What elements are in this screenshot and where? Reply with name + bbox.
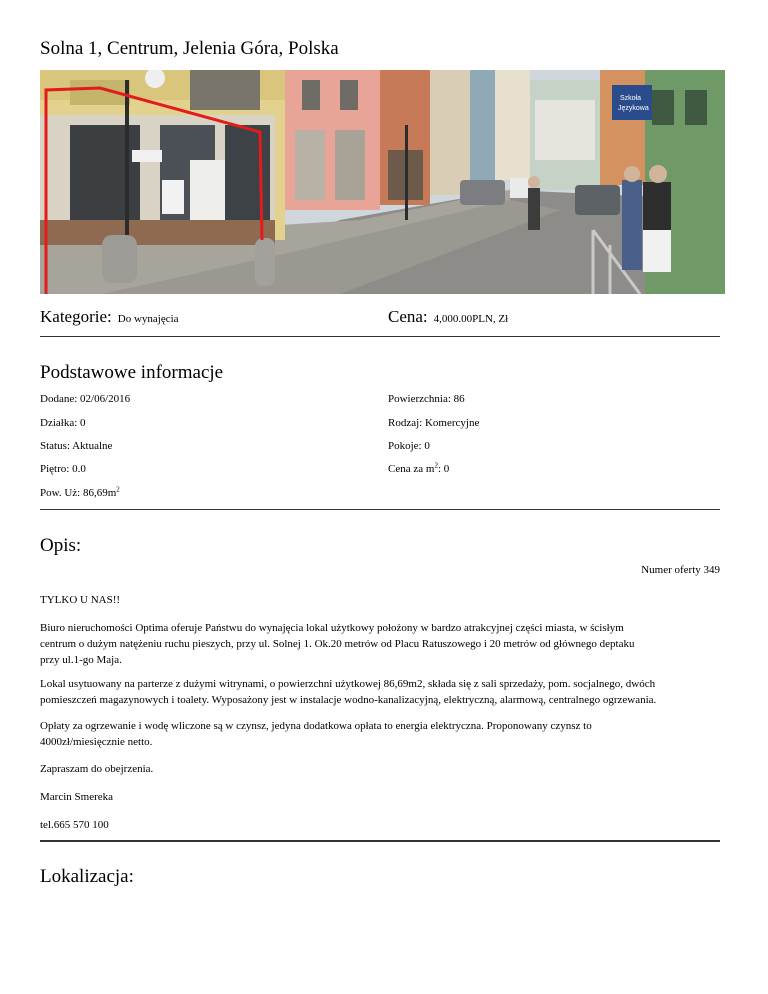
desc-line: centrum o dużym natężeniu ruchu pieszych, przy ul. Solnej 1. Ok.20 metrów od Placu Ratuszowego i 20 metrów od głównego deptaku: [40, 638, 635, 650]
kategorie-label: Kategorie:: [40, 307, 112, 326]
powierzchnia-field: Powierzchnia: 86: [388, 393, 465, 405]
desc-paragraph-7: [40, 817, 720, 833]
cena-field: [388, 307, 508, 327]
page-title: Solna 1, Centrum, Jelenia Góra, Polska: [40, 38, 339, 59]
pow-uz-sup: 2: [116, 485, 120, 494]
desc-paragraph-6: [40, 789, 720, 805]
lokalizacja-heading: Lokalizacja:: [40, 866, 134, 887]
pow-uz-field: [40, 487, 120, 499]
street-sign-line-2: Językowa: [618, 105, 649, 112]
desc-paragraph-4: [40, 718, 720, 750]
basic-info-heading: Podstawowe informacje: [40, 362, 224, 383]
desc-paragraph-3: [40, 676, 720, 708]
property-photo: [40, 70, 725, 294]
cena-za-m2-sup: 2: [434, 461, 438, 470]
desc-line: pomieszczeń magazynowych i toalety. Wyposażony jest w instalacje wodno-kanalizacyjną, elektryczną, alarmową, centralnego ogrzewania.: [40, 694, 657, 706]
desc-line: Biuro nieruchomości Optima oferuje Państwu do wynajęcia lokal użytkowy położony w bardzo atrakcyjnej części miasta, w ścisłym: [40, 622, 624, 634]
desc-paragraph-2: [40, 620, 720, 668]
desc-line: przy ul.1-go Maja.: [40, 654, 122, 666]
desc-line: Zapraszam do obejrzenia.: [40, 763, 154, 775]
street-sign-line-1: Szkoła: [620, 95, 642, 102]
desc-line: 4000zł/miesięcznie netto.: [40, 736, 153, 748]
rodzaj-field: Rodzaj: Komercyjne: [388, 417, 480, 429]
dodane-field: Dodane: 02/06/2016: [40, 393, 131, 405]
cena-za-m2-suffix: : 0: [437, 463, 450, 475]
kategorie-value: Do wynajęcia: [117, 313, 179, 325]
pow-uz-prefix: Pow. Uż: 86,69m: [40, 487, 117, 499]
opis-heading: Opis:: [40, 535, 82, 556]
agent-name: Marcin Smereka: [40, 791, 113, 803]
summary-row: [40, 307, 720, 333]
desc-paragraph-1: [40, 592, 720, 608]
desc-line: TYLKO U NAS!!: [40, 594, 121, 606]
desc-line: Lokal usytuowany na parterze z dużymi witrynami, o powierzchni użytkowej 86,69m2, składa się z sali sprzedaży, pom. socjalnego, dwóch: [40, 678, 656, 690]
divider: [40, 509, 720, 510]
agent-phone: tel.665 570 100: [40, 819, 109, 831]
status-field: Status: Aktualne: [40, 440, 113, 452]
cena-za-m2-field: [388, 463, 449, 475]
cena-za-m2-prefix: Cena za m: [388, 463, 435, 475]
dzialka-field: Działka: 0: [40, 417, 86, 429]
divider: [40, 840, 720, 842]
kategorie-field: [40, 307, 179, 327]
cena-label: Cena:: [388, 307, 428, 326]
pietro-field: Piętro: 0.0: [40, 463, 86, 475]
cena-value: 4,000.00PLN, Zł: [433, 313, 509, 325]
desc-line: Opłaty za ogrzewanie i wodę wliczone są w czynsz, jedyna dodatkowa opłata to energia elektryczna. Proponowany czynsz to: [40, 720, 592, 732]
pokoje-field: Pokoje: 0: [388, 440, 430, 452]
desc-paragraph-5: [40, 761, 720, 777]
divider: [40, 336, 720, 337]
offer-number: Numer oferty 349: [641, 564, 720, 576]
